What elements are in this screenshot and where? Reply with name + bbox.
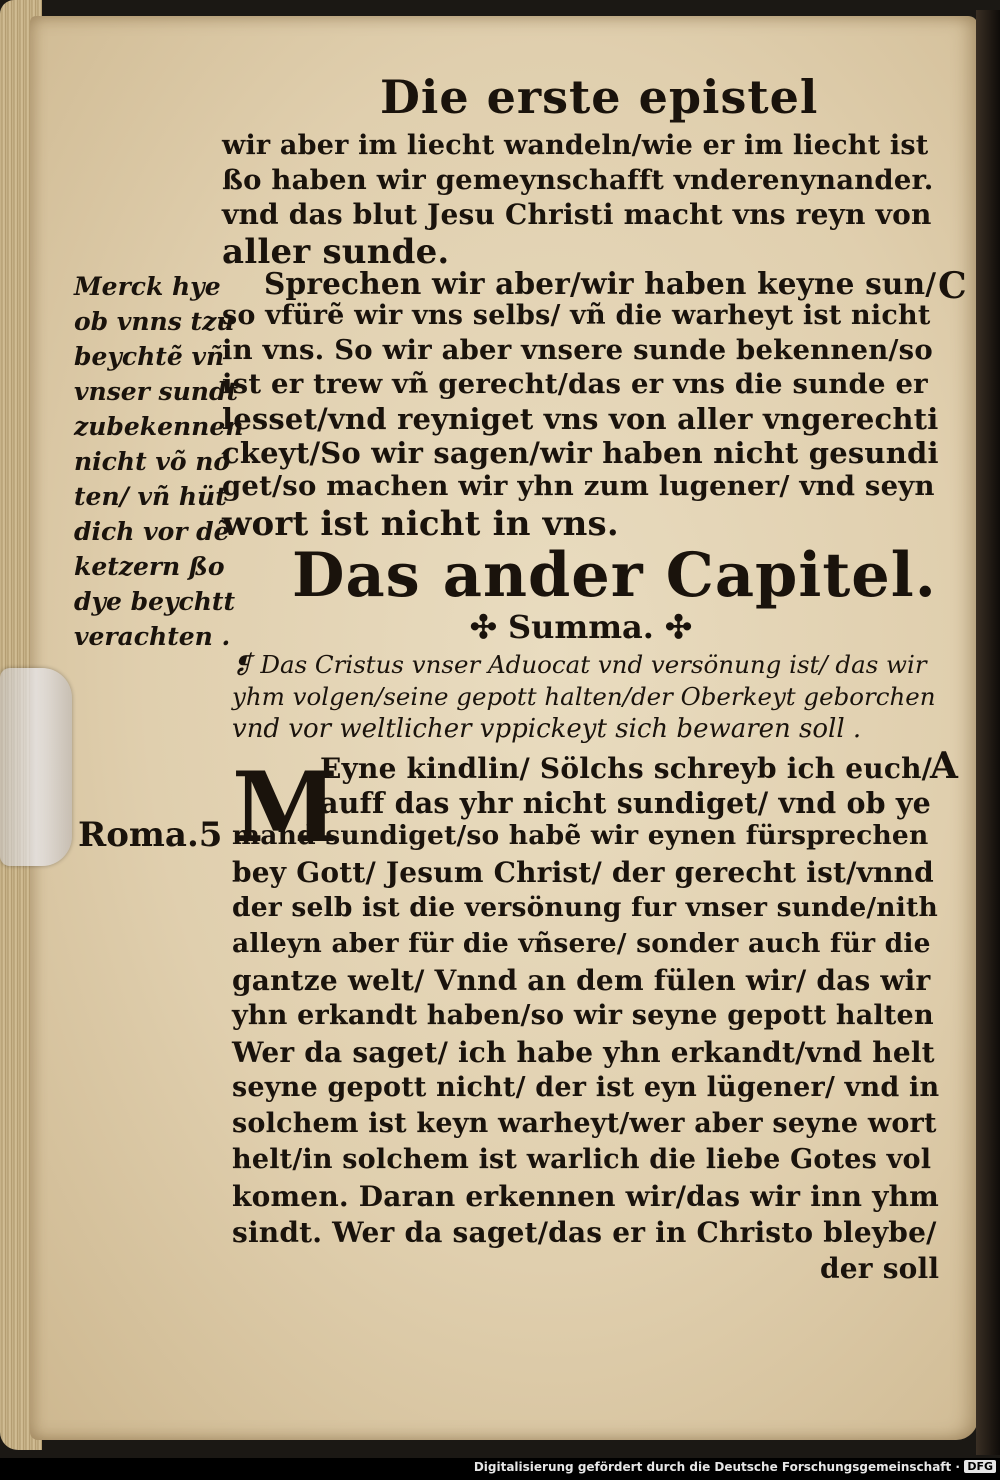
margin-note: dich vor dẽ bbox=[74, 517, 230, 546]
margin-reference: Roma.5 bbox=[78, 815, 223, 855]
text-line: der selb ist die versönung fur vnser sunde/nith bbox=[232, 892, 938, 923]
text-line: bey Gott/ Jesum Christ/ der gerecht ist/vnnd bbox=[232, 856, 934, 889]
summa-label: ✣ Summa. ✣ bbox=[470, 608, 692, 646]
running-header: Die erste epistel bbox=[380, 70, 819, 124]
text-line: Eyne kindlin/ Sölchs schreyb ich euch/ bbox=[320, 752, 933, 785]
text-line: Wer da saget/ ich habe yhn erkandt/vnd helt bbox=[232, 1036, 935, 1069]
drop-cap: M bbox=[232, 751, 339, 864]
summary-line: yhm volgen/seine gepott halten/der Oberkeyt geborchen bbox=[232, 682, 936, 711]
margin-note: ten/ vñ hüt bbox=[74, 482, 227, 511]
margin-note: beychtẽ vñ bbox=[74, 342, 225, 371]
text-line: wort ist nicht in vns. bbox=[222, 504, 619, 544]
text-line: helt/in solchem ist warlich die liebe Gotes vol bbox=[232, 1144, 932, 1175]
text-line: in vns. So wir aber vnsere sunde bekennen/so bbox=[222, 334, 933, 366]
text-line: seyne gepott nicht/ der ist eyn lügener/ vnd in bbox=[232, 1072, 940, 1103]
footer-bar bbox=[0, 1458, 1000, 1480]
summary-line: ❡ Das Cristus vnser Aduocat vnd versönung ist/ das wir bbox=[232, 650, 927, 679]
margin-note: dye beychtt bbox=[74, 587, 236, 616]
margin-note: verachten . bbox=[74, 622, 231, 651]
text-line: komen. Daran erkennen wir/das wir inn yhm bbox=[232, 1180, 939, 1213]
binding-shadow bbox=[976, 10, 1000, 1455]
margin-note: zubekennen bbox=[74, 412, 244, 441]
text-line: Sprechen wir aber/wir haben keyne sun/ bbox=[264, 266, 937, 301]
section-mark: C bbox=[938, 265, 967, 307]
margin-note: vnser sundt bbox=[74, 377, 239, 406]
text-line: sindt. Wer da saget/das er in Christo bleybe/ bbox=[232, 1216, 937, 1249]
margin-note: nicht võ nó bbox=[74, 447, 231, 476]
text-line: ist er trew vñ gerecht/das er vns die sunde er bbox=[222, 368, 928, 400]
text-line: solchem ist keyn warheyt/wer aber seyne wort bbox=[232, 1108, 937, 1139]
catchword: der soll bbox=[820, 1252, 940, 1285]
text-line: aller sunde. bbox=[222, 232, 450, 272]
text-line: gantze welt/ Vnnd an dem fülen wir/ das wir bbox=[232, 964, 931, 997]
page-clip bbox=[0, 668, 72, 866]
chapter-title: Das ander Capitel. bbox=[292, 540, 937, 611]
margin-note: Merck hye bbox=[74, 272, 221, 301]
summary-line: vnd vor weltlicher vppickeyt sich bewaren soll . bbox=[232, 714, 862, 744]
text-line: ßo haben wir gemeynschafft vnderenynander. bbox=[222, 164, 934, 196]
text-line: auff das yhr nicht sundiget/ vnd ob ye bbox=[320, 786, 931, 820]
text-line: get/so machen wir yhn zum lugener/ vnd seyn bbox=[222, 470, 935, 502]
text-line: lesset/vnd reyniget vns von aller vngerechti bbox=[222, 402, 939, 436]
text-line: alleyn aber für die vñsere/ sonder auch für die bbox=[232, 928, 931, 959]
text-line: mand sundiget/so habẽ wir eynen fürsprechen bbox=[232, 820, 929, 851]
text-line: vnd das blut Jesu Christi macht vns reyn von bbox=[222, 198, 932, 231]
text-line: yhn erkandt haben/so wir seyne gepott halten bbox=[232, 1000, 934, 1031]
dfg-logo: DFG bbox=[964, 1460, 996, 1473]
text-line: so vfürẽ wir vns selbs/ vñ die warheyt ist nicht bbox=[222, 300, 931, 331]
footer-credit: Digitalisierung gefördert durch die Deutsche Forschungsgemeinschaft · bbox=[473, 1460, 960, 1474]
margin-note: ob vnns tzu bbox=[74, 307, 235, 336]
section-mark: A bbox=[930, 745, 958, 787]
margin-note: ketzern ßo bbox=[74, 552, 225, 581]
text-line: ckeyt/So wir sagen/wir haben nicht gesundi bbox=[222, 436, 939, 470]
text-line: wir aber im liecht wandeln/wie er im liecht ist bbox=[222, 130, 929, 161]
